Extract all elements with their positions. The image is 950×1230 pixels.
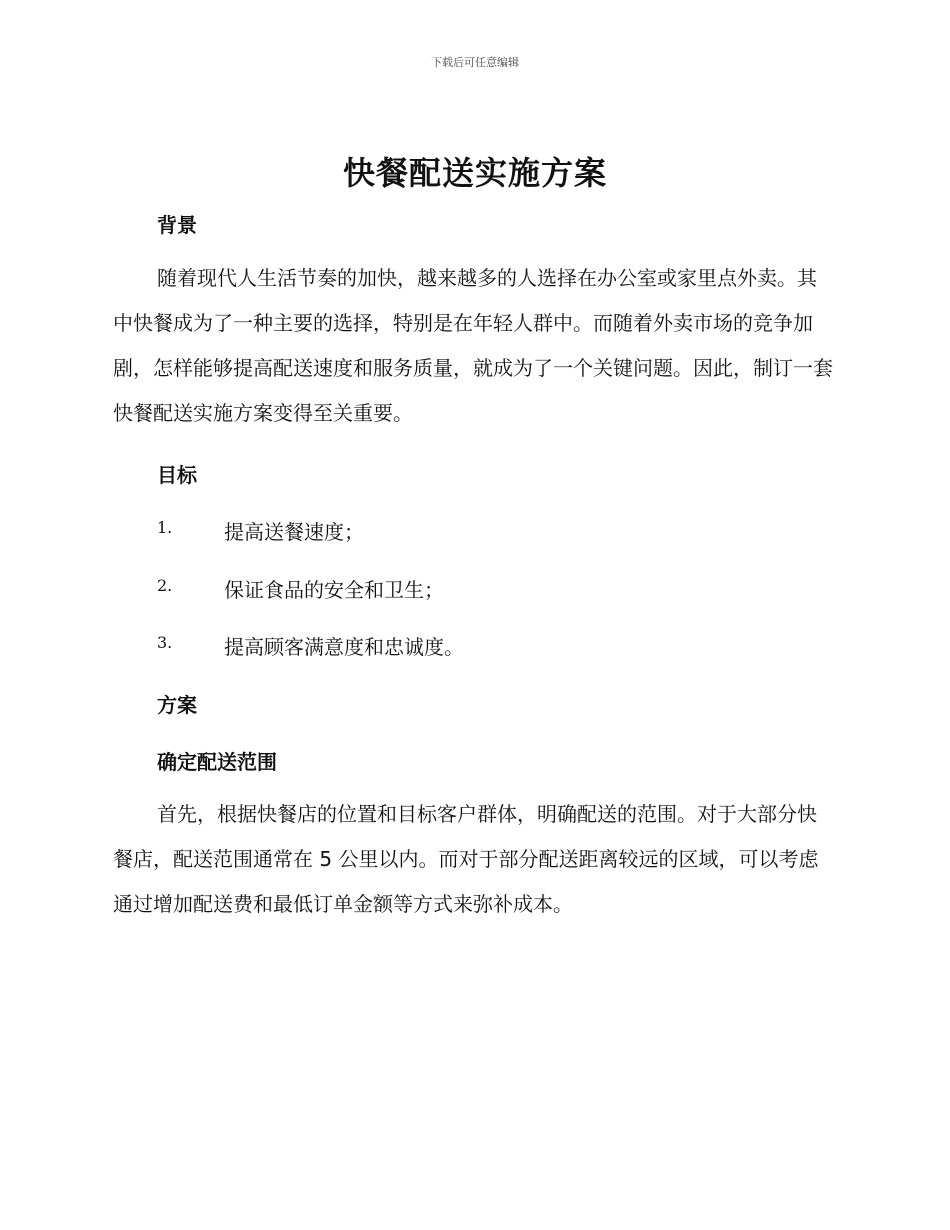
- subsection-heading-delivery-range: 确定配送范围: [157, 750, 277, 774]
- goal-item-number: 2.: [157, 576, 173, 595]
- goal-item-number: 1.: [157, 518, 173, 537]
- goal-item-text: 保证食品的安全和卫生；: [224, 578, 444, 602]
- section-heading-goals: 目标: [157, 463, 197, 487]
- goal-item-text: 提高送餐速度；: [224, 520, 364, 544]
- document-title: 快餐配送实施方案: [342, 154, 607, 192]
- background-paragraph: 随着现代人生活节奏的加快，越来越多的人选择在办公室或家里点外卖。其中快餐成为了一种主要的选择，特别是在年轻人群中。而随着外卖市场的竞争加剧，怎样能够提高配送速度和服务质量，就成为了一个关键问题。因此，制订一套快餐配送实施方案变得至关重要。: [113, 266, 833, 425]
- plan-paragraph: 首先，根据快餐店的位置和目标客户群体，明确配送的范围。对于大部分快餐店，配送范围通常在 5 公里以内。而对于部分配送距离较远的区域，可以考虑通过增加配送费和最低订单金额等方式来弥补成本。: [113, 802, 819, 916]
- header-note: 下载后可任意编辑: [431, 56, 519, 69]
- goal-item-number: 3.: [157, 633, 173, 652]
- goal-item-text: 提高顾客满意度和忠诚度。: [224, 635, 464, 659]
- section-heading-background: 背景: [157, 213, 197, 237]
- section-heading-plan: 方案: [157, 693, 197, 717]
